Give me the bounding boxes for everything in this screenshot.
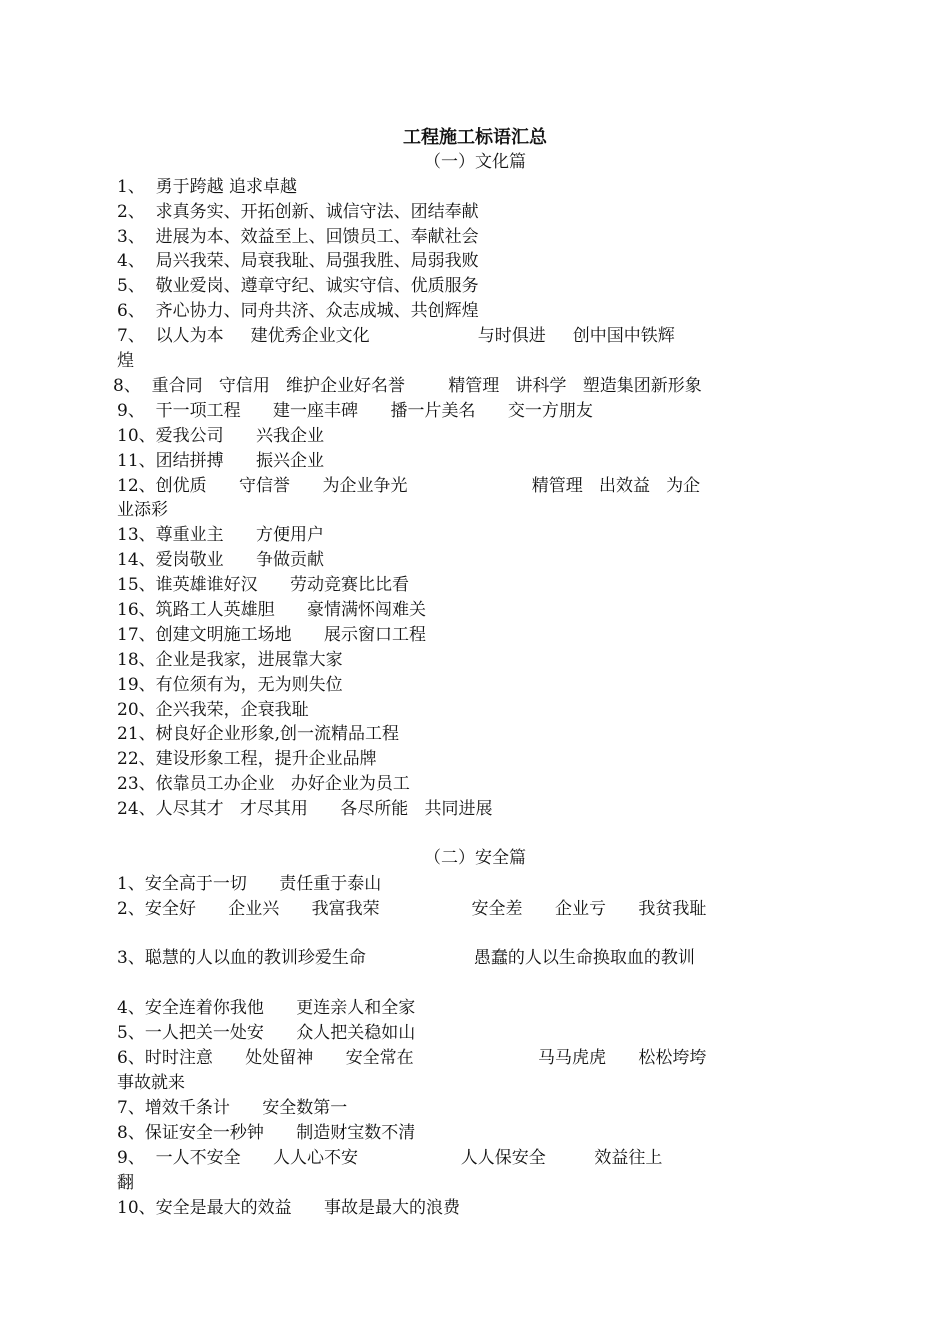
culture-line: 23、依靠员工办企业 办好企业为员工 [117, 774, 410, 794]
safety-line: 8、保证安全一秒钟 制造财宝数不清 [117, 1123, 416, 1143]
culture-line: 5、 敬业爱岗、遵章守纪、诚实守信、优质服务 [117, 276, 479, 296]
culture-line: 3、 进展为本、效益至上、回馈员工、奉献社会 [117, 227, 479, 247]
culture-line: 6、 齐心协力、同舟共济、众志成城、共创辉煌 [117, 301, 479, 321]
culture-line: 20、企兴我荣，企衰我耻 [117, 700, 309, 720]
culture-line: 业添彩 [117, 500, 168, 520]
culture-line: 1、 勇于跨越 追求卓越 [117, 177, 298, 197]
safety-line: 翻 [117, 1173, 134, 1193]
culture-line: 2、 求真务实、开拓创新、诚信守法、团结奉献 [117, 202, 479, 222]
culture-line: 15、谁英雄谁好汉 劳动竞赛比比看 [117, 575, 410, 595]
safety-line: 事故就来 [117, 1073, 185, 1093]
culture-line: 24、人尽其才 才尽其用 各尽所能 共同进展 [117, 799, 493, 819]
culture-line: 11、团结拼搏 振兴企业 [117, 451, 325, 471]
culture-line: 8、 重合同 守信用 维护企业好名誉 精管理 讲科学 塑造集团新形象 [113, 376, 702, 396]
safety-line: 5、一人把关一处安 众人把关稳如山 [117, 1023, 416, 1043]
culture-line: 9、 干一项工程 建一座丰碑 播一片美名 交一方朋友 [117, 401, 593, 421]
safety-line: 9、 一人不安全 人人心不安 人人保安全 效益往上 [117, 1148, 663, 1168]
culture-line: 14、爱岗敬业 争做贡献 [117, 550, 325, 570]
safety-line: 7、增效千条计 安全数第一 [117, 1098, 348, 1118]
document-title: 工程施工标语汇总 [403, 127, 547, 148]
safety-line: 10、安全是最大的效益 事故是最大的浪费 [117, 1198, 461, 1218]
culture-line: 21、树良好企业形象,创一流精品工程 [117, 724, 400, 744]
section-culture-title: （一）文化篇 [424, 152, 526, 172]
section-safety-title: （二）安全篇 [424, 848, 526, 868]
culture-line: 17、创建文明施工场地 展示窗口工程 [117, 625, 427, 645]
safety-line: 6、时时注意 处处留神 安全常在 马马虎虎 松松垮垮 [117, 1048, 707, 1068]
culture-line: 12、创优质 守信誉 为企业争光 精管理 出效益 为企 [117, 476, 701, 496]
culture-line: 7、 以人为本 建优秀企业文化 与时俱进 创中国中铁辉 [117, 326, 675, 346]
culture-line: 16、筑路工人英雄胆 豪情满怀闯难关 [117, 600, 427, 620]
culture-line: 19、有位须有为，无为则失位 [117, 675, 343, 695]
safety-line: 1、安全高于一切 责任重于泰山 [117, 874, 382, 894]
safety-line: 3、聪慧的人以血的教训珍爱生命 愚蠢的人以生命换取血的教训 [117, 948, 695, 968]
culture-line: 煌 [117, 351, 134, 371]
culture-line: 13、尊重业主 方便用户 [117, 525, 325, 545]
culture-line: 10、爱我公司 兴我企业 [117, 426, 325, 446]
safety-line: 4、安全连着你我他 更连亲人和全家 [117, 998, 416, 1018]
culture-line: 4、 局兴我荣、局衰我耻、局强我胜、局弱我败 [117, 251, 479, 271]
culture-line: 22、建设形象工程，提升企业品牌 [117, 749, 377, 769]
culture-line: 18、企业是我家，进展靠大家 [117, 650, 343, 670]
safety-line: 2、安全好 企业兴 我富我荣 安全差 企业亏 我贫我耻 [117, 899, 707, 919]
